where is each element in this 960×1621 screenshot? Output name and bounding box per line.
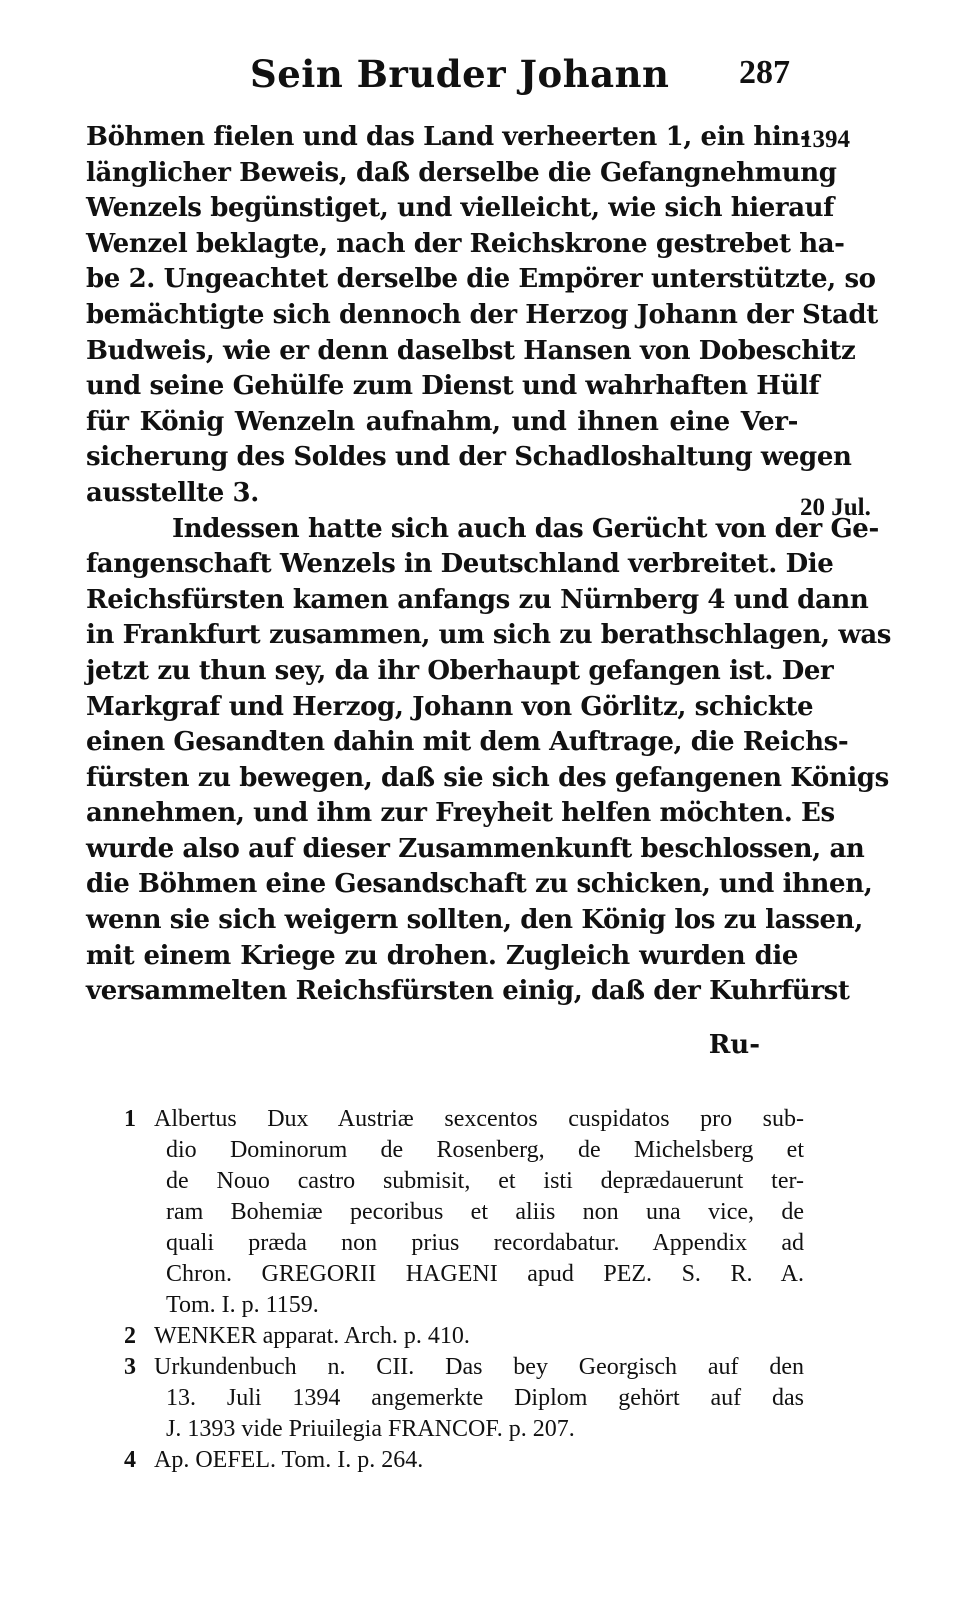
footnote-line: WENKER apparat. Arch. p. 410. bbox=[154, 1323, 470, 1349]
text-line: jetzt zu thun sey, da ihr Oberhaupt gefangen ist. Der bbox=[86, 655, 834, 686]
text-line: Reichsfürsten kamen anfangs zu Nürnberg 4 und dann bbox=[86, 584, 869, 615]
text-line: ausstellte 3. bbox=[86, 477, 259, 508]
footnote-line: 13. Juli 1394 angemerkte Diplom gehört auf das bbox=[166, 1385, 804, 1411]
margin-note-date: 20 Jul. bbox=[800, 494, 871, 521]
text-line: einen Gesandten dahin mit dem Auftrage, die Reichs- bbox=[86, 727, 849, 758]
footnote-1 bbox=[124, 1104, 804, 1321]
text-line: die Böhmen eine Gesandschaft zu schicken, und ihnen, bbox=[86, 869, 873, 900]
footnote-number: 1 bbox=[124, 1106, 136, 1132]
text-line: sicherung des Soldes und der Schadloshaltung wegen bbox=[86, 442, 852, 473]
running-head bbox=[250, 52, 790, 102]
text-line: Markgraf und Herzog, Johann von Görlitz, schickte bbox=[86, 691, 814, 722]
footnote-2 bbox=[124, 1321, 804, 1352]
text-line: Wenzels begünstiget, und vielleicht, wie sich hierauf bbox=[86, 193, 834, 224]
footnote-line: Chron. GREGORII HAGENI apud PEZ. S. R. A. bbox=[166, 1261, 804, 1287]
text-line: bemächtigte sich dennoch der Herzog Johann der Stadt bbox=[86, 299, 878, 330]
footnote-4 bbox=[124, 1445, 804, 1476]
text-line: wenn sie sich weigern sollten, den König los zu lassen, bbox=[86, 905, 863, 936]
footnote-line: quali præda non prius recordabatur. Appendix ad bbox=[166, 1230, 804, 1256]
footnote-3 bbox=[124, 1352, 804, 1445]
text-line: be 2. Ungeachtet derselbe die Empörer unterstützte, so bbox=[86, 264, 876, 295]
text-line: für König Wenzeln aufnahm, und ihnen eine Ver- bbox=[86, 406, 798, 437]
text-line: annehmen, und ihm zur Freyheit helfen möchten. Es bbox=[86, 798, 835, 829]
footnote-line: Albertus Dux Austriæ sexcentos cuspidatos pro sub- bbox=[154, 1106, 804, 1132]
text-line: in Frankfurt zusammen, um sich zu berathschlagen, was bbox=[86, 620, 892, 651]
footnote-line: de Nouo castro submisit, et isti deprædauerunt ter- bbox=[166, 1168, 804, 1194]
text-line: versammelten Reichsfürsten einig, daß der Kuhrfürst bbox=[86, 976, 850, 1007]
footnote-line: J. 1393 vide Priuilegia FRANCOF. p. 207. bbox=[166, 1416, 575, 1442]
catchword: Ru- bbox=[708, 1030, 760, 1060]
footnote-number: 4 bbox=[124, 1447, 136, 1473]
footnote-line: ram Bohemiæ pecoribus et aliis non una vice, de bbox=[166, 1199, 804, 1225]
footnote-line: Urkundenbuch n. CII. Das bey Georgisch auf den bbox=[154, 1354, 804, 1380]
text-line: wurde also auf dieser Zusammenkunft beschlossen, an bbox=[86, 833, 865, 864]
text-line: Böhmen fielen und das Land verheerten 1, ein hin- bbox=[86, 122, 811, 152]
margin-note-year: 1394 bbox=[800, 126, 850, 153]
text-line: mit einem Kriege zu drohen. Zugleich wurden die bbox=[86, 940, 798, 971]
footnotes bbox=[124, 1104, 804, 1476]
text-line: und seine Gehülfe zum Dienst und wahrhaften Hülf bbox=[86, 371, 820, 402]
text-line: Indessen hatte sich auch das Gerücht von der Ge- bbox=[172, 513, 879, 544]
text-line: Wenzel beklagte, nach der Reichskrone gestrebet ha- bbox=[86, 228, 845, 259]
text-line: länglicher Beweis, daß derselbe die Gefangnehmung bbox=[86, 157, 837, 188]
footnote-number: 2 bbox=[124, 1323, 136, 1349]
text-line: fangenschaft Wenzels in Deutschland verbreitet. Die bbox=[86, 549, 834, 580]
footnote-line: Ap. OEFEL. Tom. I. p. 264. bbox=[154, 1447, 424, 1473]
running-title: Sein Bruder Johann bbox=[250, 52, 670, 96]
text-line: Budweis, wie er denn daselbst Hansen von Dobeschitz bbox=[86, 335, 856, 366]
page-number: 287 bbox=[739, 54, 790, 91]
footnote-number: 3 bbox=[124, 1354, 136, 1380]
footnote-line: Tom. I. p. 1159. bbox=[166, 1292, 319, 1318]
text-line: fürsten zu bewegen, daß sie sich des gefangenen Königs bbox=[86, 762, 889, 793]
footnote-line: dio Dominorum de Rosenberg, de Michelsberg et bbox=[166, 1137, 804, 1163]
